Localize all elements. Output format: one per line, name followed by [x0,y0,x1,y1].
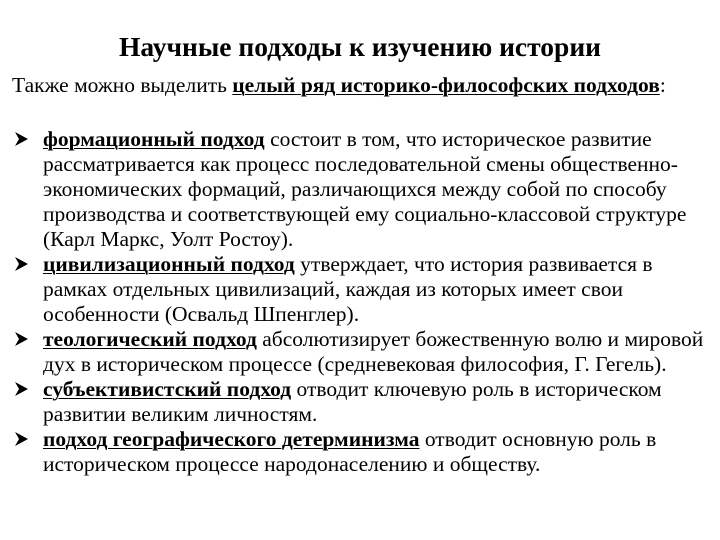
approach-description: отводит ключевую роль в историческом развитии великим личностям. [43,377,662,426]
approach-term: теологический подход [43,327,257,351]
arrow-bullet-icon [12,377,34,402]
approach-description: состоит в том, что историческое развитие рассматривается как процесс последовательной смены общественно-экономических формаций, различающихся между собой по способу производства и соответствующей ему социально-классовой структуре (Карл Маркс, Уолт Ростоу). [43,127,687,251]
arrow-bullet-icon [12,327,34,352]
approaches-list [12,127,712,477]
list-item [12,127,712,252]
intro-term: целый ряд историко-философских подходов [232,73,660,97]
approach-term: цивилизационный подход [43,252,295,276]
arrow-bullet-icon [12,252,34,277]
approach-description: отводит основную роль в историческом процессе народонаселению и обществу. [43,427,657,476]
intro-text: Также можно выделить [12,73,233,97]
arrow-bullet-icon [12,127,34,152]
approach-term: субъективистский подход [43,377,292,401]
list-item [12,252,712,327]
list-item [12,377,712,427]
approach-description: абсолютизирует божественную волю и мировой дух в историческом процессе (средневековая философия, Г. Гегель). [43,327,704,376]
intro-colon: : [659,73,666,97]
approach-description: утверждает, что история развивается в рамках отдельных цивилизаций, каждая из которых имеет свои особенности (Освальд Шпенглер). [43,252,653,326]
arrow-bullet-icon [12,427,34,452]
list-item [12,427,712,477]
list-item [12,327,712,377]
approach-term: подход географического детерминизма [43,427,420,451]
intro-paragraph [12,73,712,98]
page-title: Научные подходы к изучению истории [118,31,602,62]
approach-term: формационный подход [43,127,265,151]
